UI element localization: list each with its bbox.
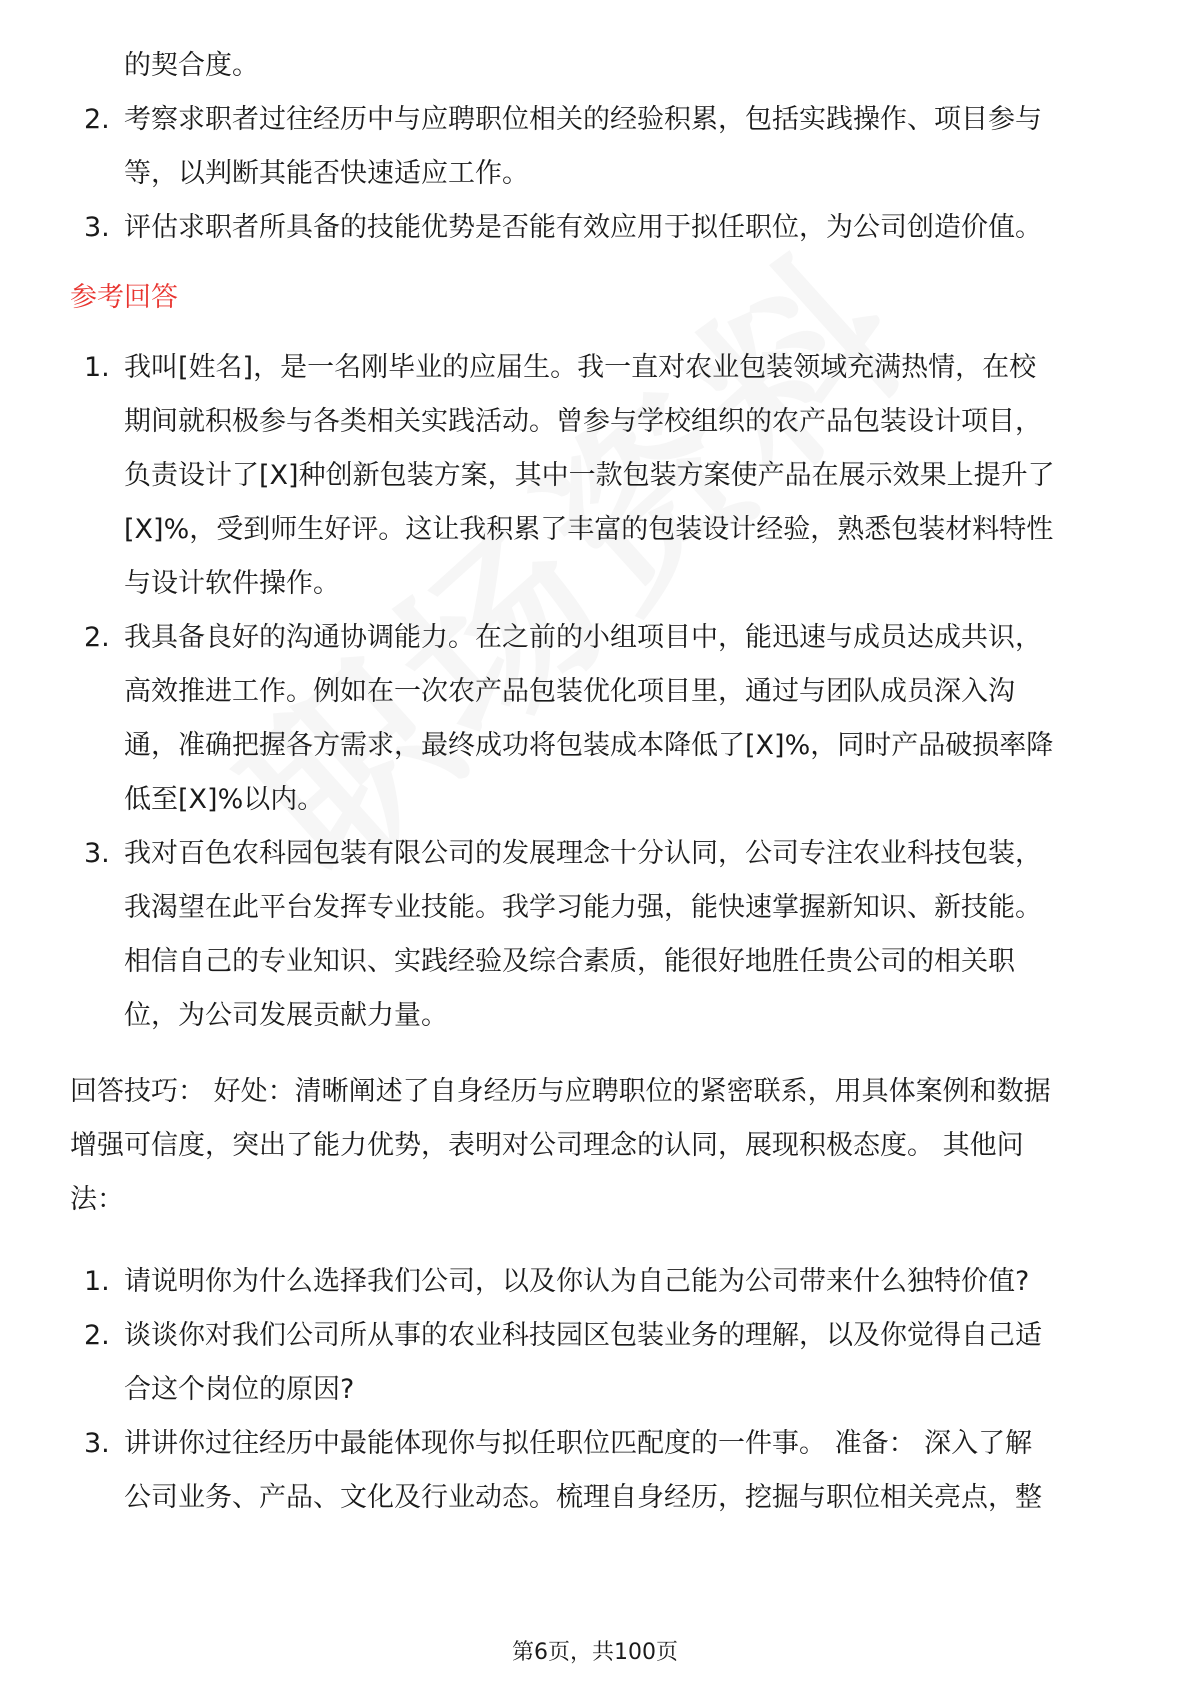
list-item-line: 我渴望在此平台发挥专业技能。我学习能力强，能快速掌握新知识、新技能。 <box>124 892 1042 923</box>
list-item-line: 高效推进工作。例如在一次农产品包装优化项目里，通过与团队成员深入沟 <box>124 676 1015 707</box>
list-item-line: 通，准确把握各方需求，最终成功将包装成本降低了[X]%，同时产品破损率降 <box>124 730 1054 761</box>
tips-line: 法： <box>70 1184 124 1215</box>
tips-line: 回答技巧： 好处：清晰阐述了自身经历与应聘职位的紧密联系，用具体案例和数据 <box>70 1076 1051 1107</box>
tips-line: 增强可信度，突出了能力优势，表明对公司理念的认同，展现积极态度。 其他问 <box>70 1130 1024 1161</box>
list-number: 2. <box>84 622 110 653</box>
list-item-line: 相信自己的专业知识、实践经验及综合素质，能很好地胜任贵公司的相关职 <box>124 946 1015 977</box>
list-item-line: 讲讲你过往经历中最能体现你与拟任职位匹配度的一件事。 准备： 深入了解 <box>124 1428 1033 1459</box>
list-item-line: 我具备良好的沟通协调能力。在之前的小组项目中，能迅速与成员达成共识， <box>124 622 1042 653</box>
list-item-line: [X]%，受到师生好评。这让我积累了丰富的包装设计经验，熟悉包装材料特性 <box>124 514 1054 545</box>
list-item-line: 等，以判断其能否快速适应工作。 <box>124 158 529 189</box>
list-item-line: 低至[X]%以内。 <box>124 784 325 815</box>
list-number: 2. <box>84 104 110 135</box>
list-item-line: 与设计软件操作。 <box>124 568 340 599</box>
list-item-line: 期间就积极参与各类相关实践活动。曾参与学校组织的农产品包装设计项目， <box>124 406 1042 437</box>
list-item-line: 请说明你为什么选择我们公司，以及你认为自己能为公司带来什么独特价值? <box>124 1266 1030 1297</box>
list-item-line: 考察求职者过往经历中与应聘职位相关的经验积累，包括实践操作、项目参与 <box>124 104 1042 135</box>
list-number: 3. <box>84 838 110 869</box>
list-item-line: 我叫[姓名]，是一名刚毕业的应届生。我一直对农业包装领域充满热情，在校 <box>124 352 1037 383</box>
continuation-line: 的契合度。 <box>124 50 259 81</box>
list-item-line: 位，为公司发展贡献力量。 <box>124 1000 448 1031</box>
list-item-line: 谈谈你对我们公司所从事的农业科技园区包装业务的理解，以及你觉得自己适 <box>124 1320 1042 1351</box>
section-heading-reference: 参考回答 <box>70 282 178 313</box>
list-item-line: 负责设计了[X]种创新包装方案，其中一款包装方案使产品在展示效果上提升了 <box>124 460 1055 491</box>
page-footer: 第6页，共100页 <box>512 1640 678 1665</box>
list-number: 3. <box>84 1428 110 1459</box>
list-number: 1. <box>84 352 110 383</box>
list-item-line: 评估求职者所具备的技能优势是否能有效应用于拟任职位，为公司创造价值。 <box>124 212 1042 243</box>
list-item-line: 公司业务、产品、文化及行业动态。梳理自身经历，挖掘与职位相关亮点，整 <box>124 1482 1042 1513</box>
list-item-line: 我对百色农科园包装有限公司的发展理念十分认同，公司专注农业科技包装， <box>124 838 1042 869</box>
list-number: 1. <box>84 1266 110 1297</box>
list-number: 2. <box>84 1320 110 1351</box>
list-number: 3. <box>84 212 110 243</box>
list-item-line: 合这个岗位的原因? <box>124 1374 355 1405</box>
